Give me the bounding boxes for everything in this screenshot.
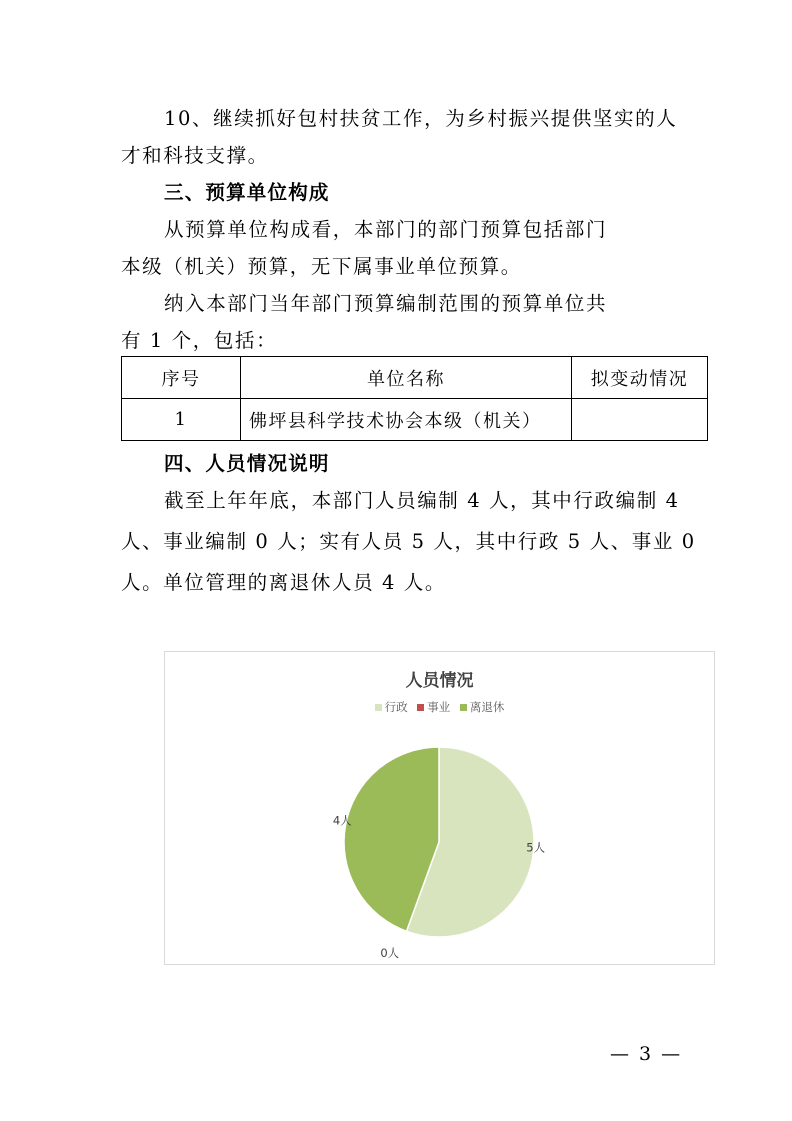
legend-label-institution: 事业 bbox=[427, 700, 451, 714]
table-cell-change bbox=[572, 399, 708, 441]
table-header-row bbox=[122, 357, 708, 399]
table-header-unit-name: 单位名称 bbox=[241, 357, 572, 399]
data-label-institution: 0人 bbox=[380, 945, 400, 960]
pie-chart bbox=[165, 652, 716, 966]
personnel-chart bbox=[164, 651, 715, 965]
section-heading-personnel: 四、人员情况说明 bbox=[164, 452, 330, 475]
paragraph-personnel-line-3: 人。单位管理的离退休人员 4 人。 bbox=[121, 571, 447, 594]
table-cell-index: 1 bbox=[122, 399, 241, 441]
paragraph-budget-line-1: 从预算单位构成看，本部门的部门预算包括部门 bbox=[164, 218, 608, 241]
legend-label-retired: 离退休 bbox=[469, 700, 505, 714]
item10-line-1: 10、继续抓好包村扶贫工作，为乡村振兴提供坚实的人 bbox=[164, 107, 678, 130]
paragraph-units-line-1: 纳入本部门当年部门预算编制范围的预算单位共 bbox=[164, 292, 608, 315]
data-label-admin: 5人 bbox=[526, 840, 546, 855]
table-cell-unit-name: 佛坪县科学技术协会本级（机关） bbox=[241, 399, 572, 441]
item10-line-2: 才和科技支撑。 bbox=[121, 144, 269, 167]
table-header-change: 拟变动情况 bbox=[572, 357, 708, 399]
budget-units-table bbox=[121, 356, 708, 441]
table-row bbox=[122, 399, 708, 441]
data-label-retired: 4人 bbox=[332, 813, 352, 828]
paragraph-budget-line-2: 本级（机关）预算，无下属事业单位预算。 bbox=[121, 255, 522, 278]
legend-label-admin: 行政 bbox=[384, 700, 408, 714]
page-number: — 3 — bbox=[610, 1043, 683, 1065]
paragraph-personnel-line-2: 人、事业编制 0 人；实有人员 5 人，其中行政 5 人、事业 0 bbox=[121, 530, 696, 553]
section-heading-budget-units: 三、预算单位构成 bbox=[164, 181, 330, 204]
table-header-index: 序号 bbox=[122, 357, 241, 399]
chart-title: 人员情况 bbox=[405, 671, 474, 691]
paragraph-personnel-line-1: 截至上年年底，本部门人员编制 4 人，其中行政编制 4 bbox=[164, 489, 680, 512]
paragraph-units-line-2: 有 1 个，包括： bbox=[121, 329, 278, 352]
